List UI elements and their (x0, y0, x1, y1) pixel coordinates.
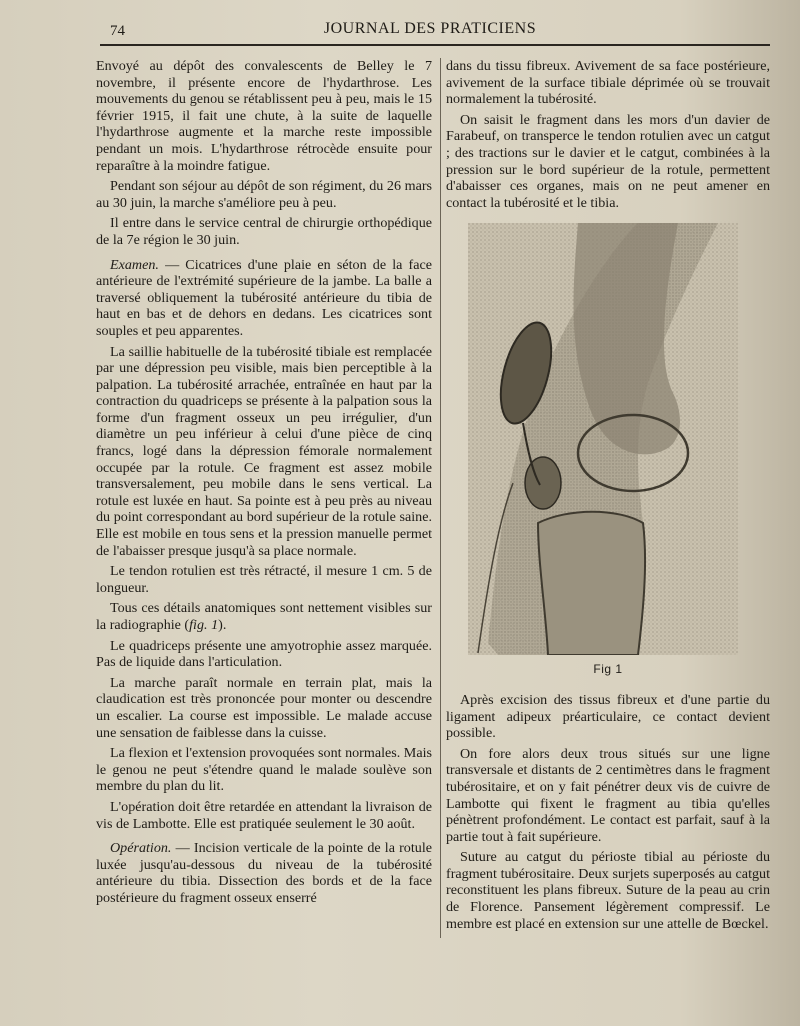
paragraph: La flexion et l'extension provoquées sont normales. Mais le genou ne peut s'étendre quand le malade soulève son membre du plan du lit. (96, 745, 432, 795)
paragraph: On saisit le fragment dans les mors d'un davier de Farabeuf, on transperce le tendon rotulien avec un catgut ; des tractions sur le davier et le catgut, combinées à la pression sur le bord supérieur de la rotule, permettent d'abaisser ces organes, mais on ne peut amener en contact la tubérosité et le tibia. (446, 111, 770, 211)
paragraph: Pendant son séjour au dépôt de son régiment, du 26 mars au 30 juin, la marche s'améliore peu à peu. (96, 178, 432, 211)
operation-text: — Incision verticale de la pointe de la rotule luxée jusqu'au-dessous du niveau de la tubérosité antérieure du tibia. Dissection des bords et de la face postérieure du fragment osseux enserré (96, 840, 432, 906)
paragraph: Suture au catgut du périoste tibial au périoste du fragment tubérositaire. Deux surjets superposés au catgut reconstituent les plans fibreux. Suture de la peau au crin de Florence. Pansement légèrement compressif. Le membre est placé en extension sur une attelle de Bœckel. (446, 849, 770, 932)
figure-reference: fig. 1 (189, 617, 219, 633)
paragraph-text: ). (218, 617, 227, 633)
paragraph: La marche paraît normale en terrain plat, mais la claudication est très prononcée pour monter ou descendre un escalier. La course est impossible. Le malade accuse une sensation de faiblesse dans la cuisse. (96, 674, 432, 741)
paragraph: Le tendon rotulien est très rétracté, il mesure 1 cm. 5 de longueur. (96, 563, 432, 596)
paragraph: Il entre dans le service central de chirurgie orthopédique de la 7e région le 30 juin. (96, 215, 432, 248)
figure-reference-paragraph (96, 600, 432, 633)
header-rule (100, 44, 770, 46)
radiograph-figure (468, 223, 738, 655)
paragraph-text: Tous ces détails anatomiques sont nettement visibles sur la radiographie ( (96, 600, 432, 633)
knee-radiograph-image (468, 223, 738, 655)
paragraph: Le quadriceps présente une amyotrophie assez marquée. Pas de liquide dans l'articulation. (96, 637, 432, 671)
paragraph: On fore alors deux trous situés sur une ligne transversale et distants de 2 centimètres dans le fragment tubérositaire, et on y fait pénétrer deux vis de cuivre de Lambotte qui fixent le fragment au tibia qu'elles pénètrent profondément. Le contact est parfait, sauf à la partie tout à fait supérieure. (446, 745, 770, 845)
operation-heading: Opération. (110, 840, 172, 857)
page-number: 74 (110, 23, 125, 39)
right-column (446, 58, 770, 936)
page-header (0, 16, 800, 46)
paragraph: Après excision des tissus fibreux et d'une partie du ligament adipeux préarticulaire, ce contact devient possible. (446, 691, 770, 742)
paragraph: Envoyé au dépôt des convalescents de Belley le 7 novembre, il présente encore de l'hydarthrose. Les mouvements du genou se rétablissent peu à peu, mais le 15 février 1915, il fait une chute, à la suite de laquelle l'hydarthrose augmente et la marche reste impossible pendant un mois. L'hydarthrose rétrocède ensuite pour reparaître à la moindre fatigue. (96, 58, 432, 174)
left-column (96, 58, 432, 911)
paragraph: dans du tissu fibreux. Avivement de sa face postérieure, avivement de la surface tibiale déprimée où se trouvait normalement la tubérosité. (446, 58, 770, 108)
operation-paragraph (96, 840, 432, 906)
examen-text: — Cicatrices d'une plaie en séton de la face antérieure de l'extrémité supérieure de la jambe. La balle a traversé obliquement la tubérosité antérieure du tibia de haut en bas et de dehors en dedans. Les cicatrices sont souples et peu apparentes. (96, 256, 432, 339)
paragraph: L'opération doit être retardée en attendant la livraison de vis de Lambotte. Elle est pratiquée seulement le 30 août. (96, 798, 432, 832)
column-divider (440, 58, 441, 938)
examen-heading: Examen. (110, 256, 159, 273)
figure-caption: Fig 1 (593, 662, 623, 677)
examen-paragraph (96, 257, 432, 340)
running-title: JOURNAL DES PRATICIENS (323, 20, 537, 37)
paragraph: La saillie habituelle de la tubérosité tibiale est remplacée par une dépression peu visible, mais bien perceptible à la palpation. La tubérosité arrachée, entraînée en haut par la contraction du quadriceps se présente à la palpation sous la forme d'un fragment osseux un peu irrégulier, d'un diamètre un peu inférieur à celui d'une pièce de cinq francs, logé dans la dépression fémorale normalement occupée par la rotule. Ce fragment est assez mobile transversalement, peu mobile dans le sens vertical. La rotule est luxée en haut. Sa pointe est à peu près au niveau du point correspondant au bord supérieur de la rotule saine. Elle est mobile en tous sens et la pression manuelle permet de l'abaisser presque jusqu'à sa place normale. (96, 343, 432, 559)
